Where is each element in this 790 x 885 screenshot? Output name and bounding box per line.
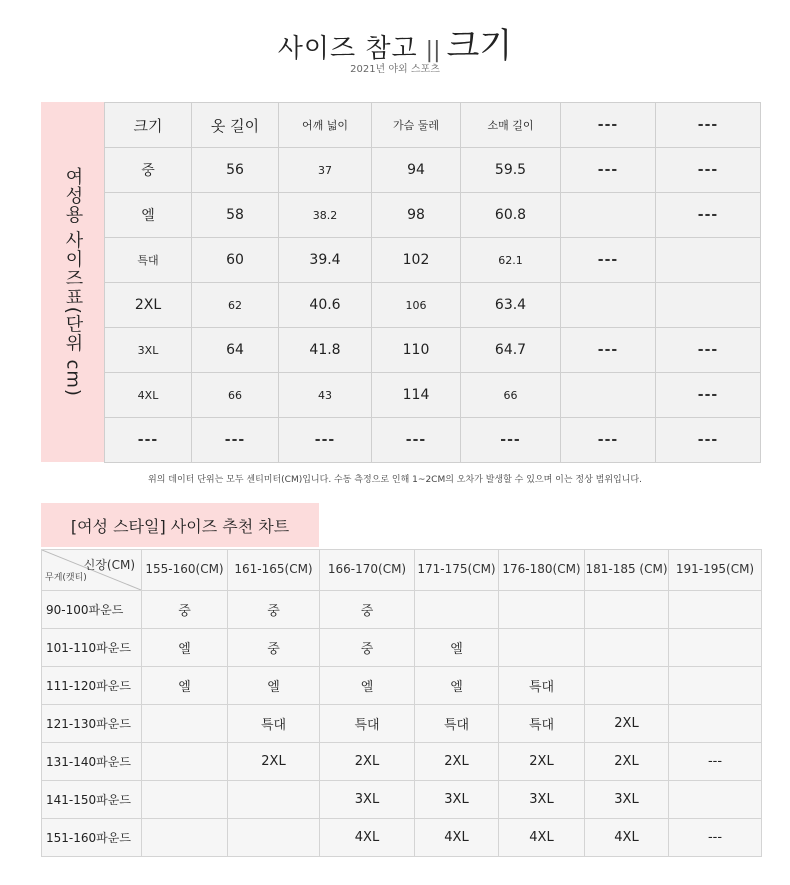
height-header: 171-175(CM) [415, 550, 499, 591]
table-cell: 62 [192, 283, 279, 328]
size-cell: 2XL [228, 743, 320, 781]
size-table [104, 102, 761, 463]
table-cell: 40.6 [279, 283, 372, 328]
size-cell: 특대 [415, 705, 499, 743]
size-cell [669, 629, 762, 667]
table-cell: --- [561, 148, 656, 193]
height-header: 161-165(CM) [228, 550, 320, 591]
table-cell: 64 [192, 328, 279, 373]
table-cell: --- [372, 418, 461, 463]
size-cell: 2XL [585, 743, 669, 781]
measurement-note: 위의 데이터 단위는 모두 센티미터(CM)입니다. 수동 측정으로 인해 1~2CM의 오차가 발생할 수 있으며 이는 정상 범위입니다. [148, 475, 642, 485]
recommendation-header-row [42, 550, 762, 591]
table-cell: --- [656, 328, 761, 373]
size-cell: 엘 [320, 667, 415, 705]
height-header: 166-170(CM) [320, 550, 415, 591]
table-cell: 62.1 [461, 238, 561, 283]
size-cell: 엘 [142, 629, 228, 667]
size-cell [142, 705, 228, 743]
table-cell: 110 [372, 328, 461, 373]
table-cell: --- [656, 193, 761, 238]
header-cell: 가슴 둘레 [372, 103, 461, 148]
size-cell: 중 [320, 591, 415, 629]
table-cell: 중 [105, 148, 192, 193]
size-cell: 특대 [499, 667, 585, 705]
height-header: 191-195(CM) [669, 550, 762, 591]
size-cell: 2XL [499, 743, 585, 781]
size-cell: 3XL [585, 781, 669, 819]
table-cell [561, 283, 656, 328]
table-cell: --- [105, 418, 192, 463]
header-cell: --- [561, 103, 656, 148]
weight-cell: 131-140파운드 [42, 743, 142, 781]
side-label-text: 여성용 사이즈표(단위 cm) [62, 167, 84, 397]
table-cell [656, 283, 761, 328]
table-cell: 66 [192, 373, 279, 418]
size-cell [142, 781, 228, 819]
size-cell: 특대 [228, 705, 320, 743]
size-cell: 2XL [585, 705, 669, 743]
table-cell: --- [461, 418, 561, 463]
size-chart-side-label [41, 102, 104, 462]
table-row [105, 418, 761, 463]
table-cell: --- [279, 418, 372, 463]
title-text: 사이즈 참고 [277, 34, 418, 64]
size-cell [415, 591, 499, 629]
table-cell: 41.8 [279, 328, 372, 373]
size-table-header-row [105, 103, 761, 148]
weight-cell: 111-120파운드 [42, 667, 142, 705]
size-cell: --- [669, 819, 762, 857]
table-row [42, 743, 762, 781]
table-row [42, 591, 762, 629]
table-cell: 60.8 [461, 193, 561, 238]
table-cell: 56 [192, 148, 279, 193]
table-row [42, 705, 762, 743]
size-cell: 4XL [585, 819, 669, 857]
table-cell [561, 193, 656, 238]
table-cell [656, 238, 761, 283]
table-cell: 엘 [105, 193, 192, 238]
header-cell: --- [656, 103, 761, 148]
table-cell: --- [656, 373, 761, 418]
table-cell: 98 [372, 193, 461, 238]
header-cell: 크기 [105, 103, 192, 148]
size-cell [585, 629, 669, 667]
header-cell: 옷 길이 [192, 103, 279, 148]
table-cell: 58 [192, 193, 279, 238]
table-row [42, 629, 762, 667]
table-cell [561, 373, 656, 418]
size-cell [142, 743, 228, 781]
size-cell: 4XL [415, 819, 499, 857]
size-cell: 3XL [499, 781, 585, 819]
subtitle: 2021년 야외 스포츠 [350, 64, 440, 75]
height-header: 181-185 (CM) [585, 550, 669, 591]
size-cell: 중 [142, 591, 228, 629]
size-cell [669, 781, 762, 819]
table-cell: 60 [192, 238, 279, 283]
table-row [105, 328, 761, 373]
table-cell: 102 [372, 238, 461, 283]
table-row [42, 819, 762, 857]
size-cell [585, 667, 669, 705]
height-axis-label: 신장(CM) [83, 558, 135, 572]
size-cell: 특대 [499, 705, 585, 743]
table-cell: 39.4 [279, 238, 372, 283]
size-cell: 4XL [499, 819, 585, 857]
table-row [105, 193, 761, 238]
table-cell: 94 [372, 148, 461, 193]
header-cell: 소매 길이 [461, 103, 561, 148]
corner-cell [42, 550, 142, 591]
header-cell: 어깨 넓이 [279, 103, 372, 148]
table-row [42, 781, 762, 819]
table-cell: --- [561, 418, 656, 463]
table-cell: 64.7 [461, 328, 561, 373]
size-cell [228, 781, 320, 819]
table-cell: 38.2 [279, 193, 372, 238]
table-cell: 59.5 [461, 148, 561, 193]
recommendation-title: [여성 스타일] 사이즈 추천 차트 [41, 503, 319, 547]
size-cell: 3XL [415, 781, 499, 819]
table-cell: --- [561, 328, 656, 373]
size-cell: 2XL [320, 743, 415, 781]
size-cell: 엘 [415, 667, 499, 705]
title-separator: || [425, 38, 441, 63]
table-cell: 3XL [105, 328, 192, 373]
size-cell [585, 591, 669, 629]
recommendation-table [41, 549, 762, 857]
weight-cell: 151-160파운드 [42, 819, 142, 857]
table-cell: --- [192, 418, 279, 463]
weight-cell: 101-110파운드 [42, 629, 142, 667]
size-cell: 엘 [142, 667, 228, 705]
size-cell [228, 819, 320, 857]
weight-cell: 121-130파운드 [42, 705, 142, 743]
size-cell [669, 705, 762, 743]
table-cell: 43 [279, 373, 372, 418]
size-cell [499, 629, 585, 667]
table-row [105, 238, 761, 283]
size-cell [669, 667, 762, 705]
table-cell: --- [656, 418, 761, 463]
size-cell: 2XL [415, 743, 499, 781]
size-cell: 특대 [320, 705, 415, 743]
weight-cell: 141-150파운드 [42, 781, 142, 819]
size-chart [41, 102, 760, 462]
size-cell: 3XL [320, 781, 415, 819]
size-cell [142, 819, 228, 857]
size-cell: --- [669, 743, 762, 781]
table-row [42, 667, 762, 705]
table-cell: 63.4 [461, 283, 561, 328]
table-row [105, 148, 761, 193]
size-cell [669, 591, 762, 629]
table-cell: 2XL [105, 283, 192, 328]
size-cell: 엘 [228, 667, 320, 705]
table-cell: 특대 [105, 238, 192, 283]
table-cell: --- [561, 238, 656, 283]
size-cell: 엘 [415, 629, 499, 667]
table-cell: 66 [461, 373, 561, 418]
table-row [105, 373, 761, 418]
weight-axis-label: 무게(캣티) [45, 573, 87, 583]
height-header: 155-160(CM) [142, 550, 228, 591]
size-cell [499, 591, 585, 629]
table-cell: 37 [279, 148, 372, 193]
size-cell: 중 [228, 629, 320, 667]
size-cell: 중 [228, 591, 320, 629]
title-big-text: 크기 [446, 26, 513, 66]
table-cell: 114 [372, 373, 461, 418]
table-cell: 4XL [105, 373, 192, 418]
table-cell: 106 [372, 283, 461, 328]
table-cell: --- [656, 148, 761, 193]
size-cell: 4XL [320, 819, 415, 857]
size-cell: 중 [320, 629, 415, 667]
weight-cell: 90-100파운드 [42, 591, 142, 629]
height-header: 176-180(CM) [499, 550, 585, 591]
table-row [105, 283, 761, 328]
